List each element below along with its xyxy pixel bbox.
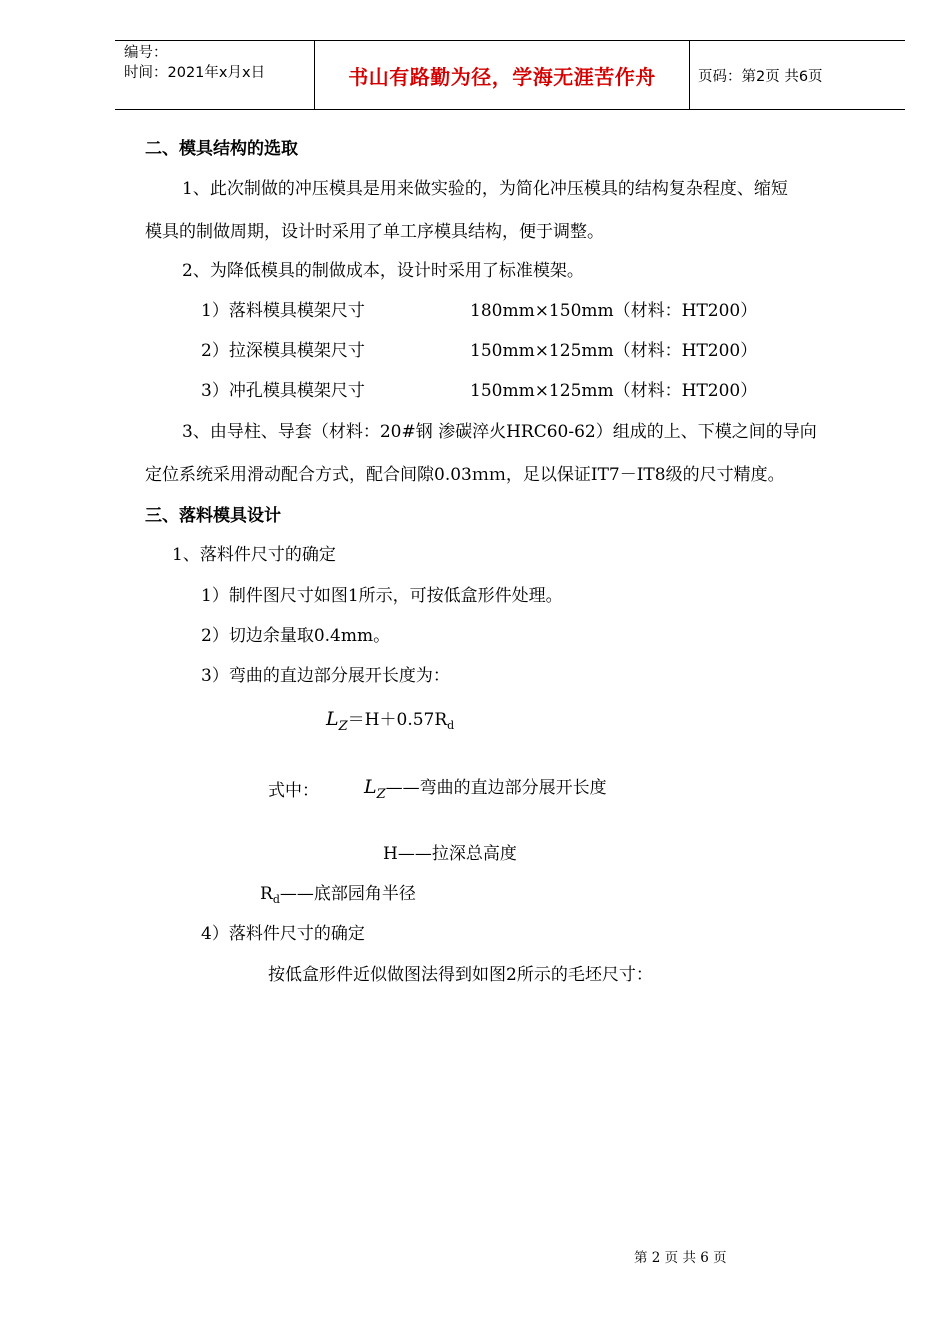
def-rd [260,882,416,912]
def-h: H——拉深总高度 [383,844,517,864]
section3-item1: 1）制件图尺寸如图1所示，可按低盒形件处理。 [201,586,563,606]
formula-lz [326,707,454,739]
section2-para1-line2: 模具的制做周期，设计时采用了单工序模具结构，便于调整。 [145,222,604,242]
frame-value: 150mm×125mm（材料：HT200） [470,341,758,361]
section2-para1-line1: 1、此次制做的冲压模具是用来做实验的，为简化冲压模具的结构复杂程度、缩短 [182,179,788,199]
frame-label: 2）拉深模具模架尺寸 [201,341,365,361]
formula-rhs: ＝H＋0.57R [347,710,448,730]
header-meta [115,41,315,109]
formula-z: Z [338,719,348,734]
frame-value: 150mm×125mm（材料：HT200） [470,381,758,401]
def-l: L [364,776,377,798]
section3-item4: 4）落料件尺寸的确定 [201,924,365,944]
header-page-info: 页码：第2页 共6页 [698,68,823,85]
formula-l: L [326,708,339,730]
section2-heading: 二、模具结构的选取 [145,139,298,159]
header-motto: 书山有路勤为径，学海无涯苦作舟 [315,41,690,109]
section3-heading: 三、落料模具设计 [145,506,281,526]
section3-sub1: 1、落料件尺寸的确定 [172,545,336,565]
frame-value: 180mm×150mm（材料：HT200） [470,301,758,321]
section2-para3-line2: 定位系统采用滑动配合方式，配合间隙0.03ｍｍ，足以保证IT7－IT8级的尺寸精度。 [145,465,785,485]
frame-row [201,299,801,323]
page-footer: 第 2 页 共 6 页 [634,1250,727,1266]
formula-sub-d: d [447,719,455,732]
section3-item2: 2）切边余量取0.4mm。 [201,626,391,646]
frame-row [201,339,801,363]
serial-label: 编号： [124,45,168,61]
def-lz [364,775,607,807]
frame-row [201,379,801,403]
frame-label: 1）落料模具模架尺寸 [201,301,365,321]
def-rd-r: R [260,884,273,904]
date-line: 时间：2021年x月x日 [124,65,266,81]
def-rd-d: d [272,893,280,906]
page-header [115,40,905,110]
def-rd-text: ——底部园角半径 [279,884,416,904]
def-lz-text: ——弯曲的直边部分展开长度 [385,778,607,798]
frame-label: 3）冲孔模具模架尺寸 [201,381,365,401]
def-z: Z [376,787,386,802]
section2-para3-line1: 3、由导柱、导套（材料：20#钢 渗碳淬火HRC60-62）组成的上、下模之间的导向 [182,422,817,442]
section3-item4-text: 按低盒形件近似做图法得到如图2所示的毛坯尺寸： [268,965,653,985]
section3-item3: 3）弯曲的直边部分展开长度为： [201,666,450,686]
section2-para2: 2、为降低模具的制做成本，设计时采用了标准模架。 [182,261,584,281]
where-label: 式中： [268,781,319,801]
